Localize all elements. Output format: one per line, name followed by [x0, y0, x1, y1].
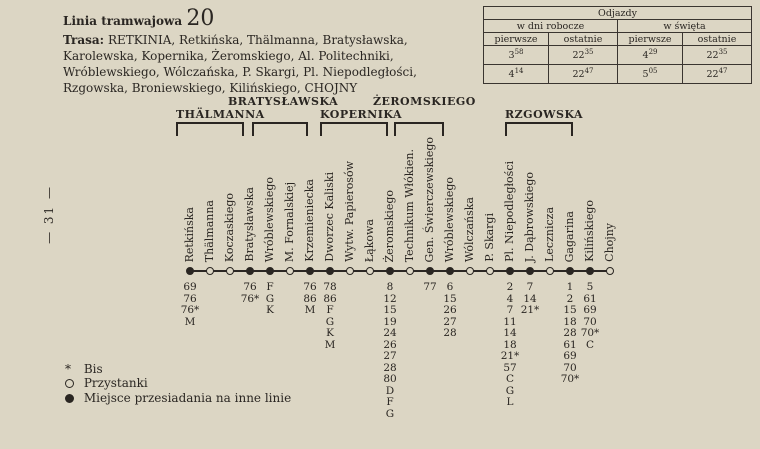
street-group-rzgowska: RZGOWSKA [505, 108, 584, 121]
connection-line: 18 [503, 338, 517, 351]
stop-name: Koczaskiego [223, 192, 236, 262]
connection-line: 76* [180, 304, 200, 316]
street-bracket [394, 122, 396, 136]
connection-line: F [386, 396, 394, 408]
connection-line: G [385, 407, 395, 420]
connection-line: 76 [303, 281, 317, 293]
street-bracket [176, 122, 244, 124]
connection-line: 15 [443, 292, 457, 305]
legend-bis [65, 362, 103, 376]
connection-line: F [326, 304, 334, 316]
stop-name: M. Fornalskiej [283, 181, 296, 262]
connection-line: 4 [506, 292, 514, 305]
connection-line: 21* [500, 350, 520, 362]
connection-line: G [265, 292, 275, 305]
connection-line: K [326, 327, 334, 339]
stop-name: Kilińskiego [583, 200, 596, 262]
transfer-stop-marker [446, 267, 454, 275]
connection-line: 6 [446, 281, 454, 293]
connection-list [320, 282, 340, 351]
connection-line: 69 [563, 350, 577, 362]
col-first: pierwsze [484, 33, 549, 46]
stop-marker [406, 267, 414, 275]
route-description [63, 32, 473, 96]
connection-line: 12 [383, 292, 397, 305]
stop-name: P. Skargi [483, 213, 496, 262]
stop-marker [346, 267, 354, 275]
street-bracket [505, 122, 573, 124]
connection-list [560, 282, 580, 386]
connection-line: F [266, 281, 274, 293]
connection-line: M [304, 304, 316, 316]
departure-row [484, 65, 752, 84]
connection-line: 18 [563, 315, 577, 328]
legend-transfer [65, 391, 291, 405]
street-bracket [252, 122, 308, 124]
connection-line: 76* [240, 292, 260, 305]
connection-line: 28 [563, 327, 577, 339]
street-group-kopernika: KOPERNIKA [320, 108, 402, 121]
legend-transfer-label: Miejsce przesiadania na inne linie [83, 391, 292, 405]
departure-time: $5^{05}$ [618, 65, 683, 84]
connection-line: 15 [563, 304, 577, 316]
stop-name: Retkińska [183, 206, 196, 262]
holiday-header: w święta [618, 20, 752, 33]
transfer-stop-marker [386, 267, 394, 275]
connection-line: C [585, 338, 595, 351]
connection-line: 70* [580, 327, 600, 339]
connection-line: 27 [383, 350, 397, 362]
connection-line: 2 [506, 281, 514, 293]
transfer-stop-marker [186, 267, 194, 275]
departure-time: $22^{47}$ [683, 65, 752, 84]
col-last: ostatnie [549, 33, 618, 46]
stop-marker [606, 267, 614, 275]
transfer-stop-marker [566, 267, 574, 275]
transfer-stop-marker [326, 267, 334, 275]
departure-time: $3^{58}$ [484, 46, 549, 65]
stop-name: Wróblewskiego [443, 176, 456, 262]
stop-name: Chojny [603, 223, 616, 262]
stop-marker [486, 267, 494, 275]
connection-line: G [505, 384, 515, 397]
street-group-thalmanna: THÄLMANNA [176, 108, 265, 121]
stop-name: J. Dąbrowskiego [523, 171, 536, 262]
connection-list [240, 282, 260, 305]
stop-name: Thälmanna [203, 199, 216, 262]
connection-line: 80 [383, 373, 397, 385]
departure-time: $22^{35}$ [549, 46, 618, 65]
connection-list [440, 282, 460, 340]
stop-marker [546, 267, 554, 275]
connection-line: 86 [323, 292, 337, 305]
connection-line: 15 [383, 304, 397, 316]
stop-marker [286, 267, 294, 275]
connection-line: 76 [183, 292, 197, 305]
connection-list [580, 282, 600, 351]
transfer-stop-marker [426, 267, 434, 275]
connection-line: 21* [520, 304, 540, 316]
transfer-stop-marker [306, 267, 314, 275]
connection-line: 14 [503, 327, 517, 339]
transfer-stop-marker [586, 267, 594, 275]
route-label: Trasa: [63, 33, 105, 47]
stop-marker [226, 267, 234, 275]
connection-line: 61 [563, 338, 577, 351]
transfer-stop-marker [246, 267, 254, 275]
stop-name: Wytw. Papierosów [343, 161, 356, 262]
stop-name: Krzemieniecka [303, 179, 316, 262]
connection-list [520, 282, 540, 317]
connection-line: 14 [523, 292, 537, 305]
stop-marker [366, 267, 374, 275]
stop-name: Łąkowa [363, 218, 376, 262]
open-circle-icon [65, 379, 74, 388]
connection-line: G [325, 315, 335, 328]
connection-line: 76 [243, 281, 257, 293]
connection-line: 69 [583, 304, 597, 316]
connection-line: M [184, 315, 196, 328]
connection-line: C [505, 373, 515, 385]
street-group-bratyslawska: BRATYSŁAWSKA [228, 95, 339, 108]
filled-circle-icon [65, 394, 74, 403]
street-bracket [320, 122, 388, 124]
street-bracket [306, 122, 308, 136]
col-last: ostatnie [683, 33, 752, 46]
street-bracket [320, 122, 322, 136]
stop-name: Wólczańska [463, 196, 476, 262]
departures-table [483, 6, 752, 84]
departures-title: Odjazdy [484, 7, 752, 20]
legend-bis-label: Bis [83, 362, 103, 376]
connection-line: 2 [566, 292, 574, 305]
stop-name: Gen. Świerczewskiego [423, 136, 436, 262]
stop-name: Dworzec Kaliski [323, 172, 336, 262]
connection-line: L [506, 396, 514, 408]
connection-list [500, 282, 520, 409]
stop-name: Lecznicza [543, 207, 556, 262]
departures-rows [484, 46, 752, 84]
departure-row [484, 46, 752, 65]
connection-line: 70 [583, 315, 597, 328]
stop-name: Wróblewskiego [263, 176, 276, 262]
transfer-stop-marker [506, 267, 514, 275]
stop-marker [466, 267, 474, 275]
connection-line: 28 [443, 327, 457, 339]
connection-line: K [266, 304, 274, 316]
connection-line: 70* [560, 373, 580, 385]
connection-line: D [385, 384, 395, 397]
connection-line: 26 [443, 304, 457, 316]
street-bracket [252, 122, 254, 136]
connection-line: 61 [583, 292, 597, 305]
connection-list [380, 282, 400, 420]
departure-time: $22^{47}$ [549, 65, 618, 84]
stop-name: Pl. Niepodległości [503, 161, 516, 262]
transfer-stop-marker [526, 267, 534, 275]
connection-line: 28 [383, 361, 397, 374]
connection-line: M [324, 338, 336, 351]
connection-line: 7 [506, 304, 514, 316]
page-number: — 31 — [42, 185, 56, 244]
connection-line: 86 [303, 292, 317, 305]
line-title [63, 6, 214, 31]
connection-line: 19 [383, 315, 397, 328]
street-group-zeromskiego: ŻEROMSKIEGO [373, 95, 476, 108]
connection-line: 57 [503, 361, 517, 374]
transfer-stop-marker [266, 267, 274, 275]
connection-line: 27 [443, 315, 457, 328]
line-title-prefix: Linia tramwajowa [63, 14, 183, 28]
connection-list [300, 282, 320, 317]
street-bracket [176, 122, 178, 136]
street-bracket [571, 122, 573, 136]
connection-line: 24 [383, 327, 397, 339]
departure-time: $22^{35}$ [683, 46, 752, 65]
stop-name: Technikum Włókien. [403, 148, 416, 262]
connection-line: 77 [423, 281, 437, 293]
connection-list [420, 282, 440, 294]
street-bracket [505, 122, 507, 136]
asterisk-icon: * [65, 362, 71, 376]
stop-marker [206, 267, 214, 275]
stop-name: Żeromskiego [383, 189, 396, 262]
legend-stop [65, 376, 148, 390]
connection-line: 11 [503, 315, 517, 328]
departure-time: $4^{29}$ [618, 46, 683, 65]
connection-line: 78 [323, 281, 337, 293]
legend-stop-label: Przystanki [83, 376, 148, 390]
connection-line: 70 [563, 361, 577, 374]
connection-line: 8 [386, 281, 394, 293]
connection-line: 7 [526, 281, 534, 293]
col-first: pierwsze [618, 33, 683, 46]
street-bracket [386, 122, 388, 136]
line-number: 20 [186, 6, 215, 31]
street-bracket [394, 122, 444, 124]
street-bracket [442, 122, 444, 136]
connection-line: 5 [586, 281, 594, 293]
connection-list [260, 282, 280, 317]
departure-time: $4^{14}$ [484, 65, 549, 84]
stop-name: Bratysławska [243, 187, 256, 262]
connection-line: 69 [183, 281, 197, 293]
connection-line: 26 [383, 338, 397, 351]
stop-name: Gagarina [563, 210, 576, 262]
street-bracket [242, 122, 244, 136]
connection-list [180, 282, 200, 328]
weekday-header: w dni robocze [484, 20, 618, 33]
connection-line: 1 [566, 281, 574, 293]
route-text: RETKINIA, Retkińska, Thälmanna, Bratysławska, Karolewska, Kopernika, Żeromskiego, Al. Politechniki, Wróblewskiego, Wólczańska, P. Skargi, Pl. Niepodległości, Rzgowska, Broniewskiego, Kilińskiego, CHOJNY [63, 33, 417, 95]
